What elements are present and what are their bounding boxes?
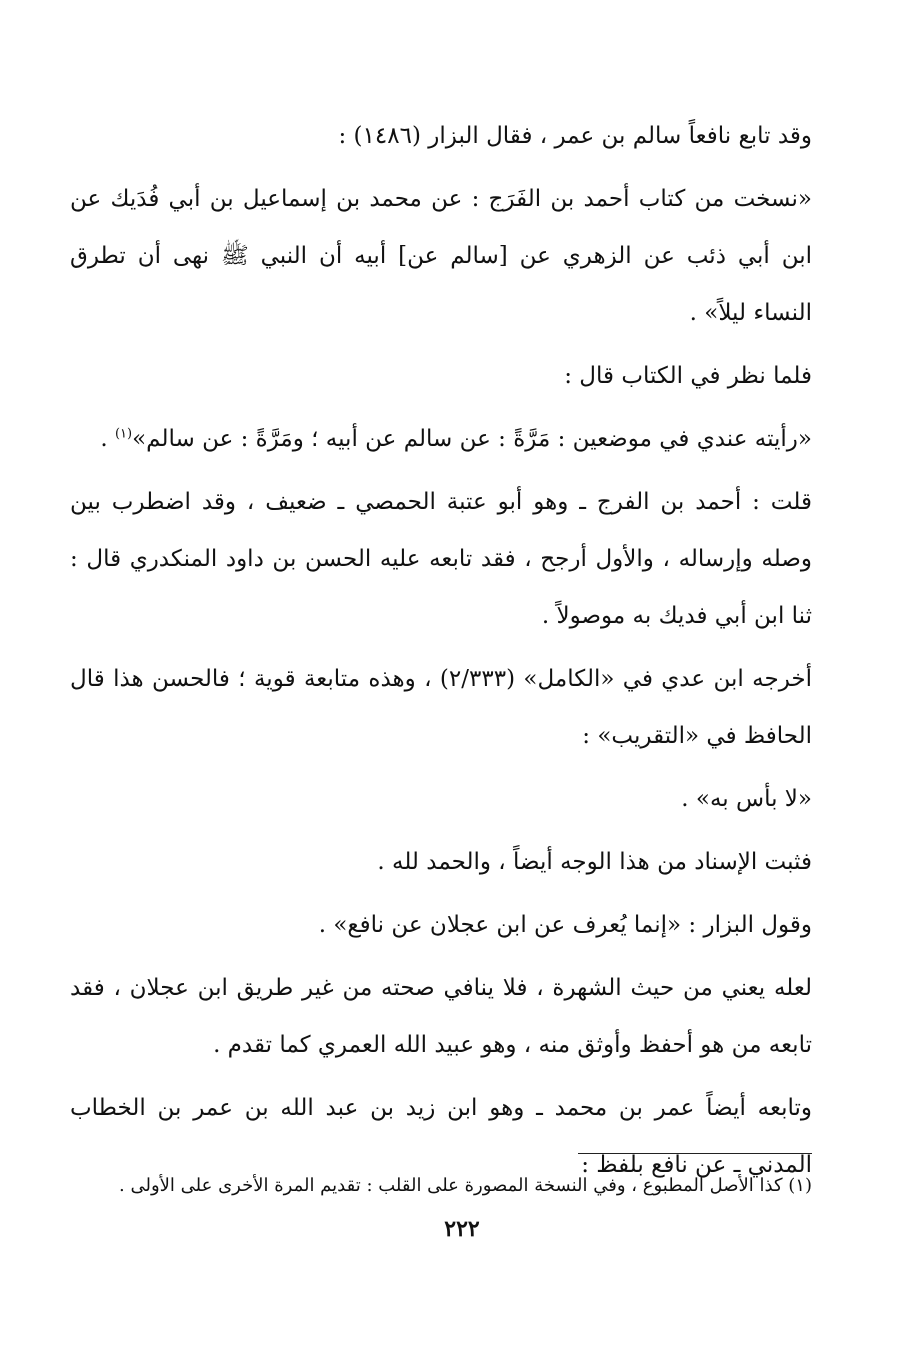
paragraph-7-quote: «لا بأس به» . (681, 786, 812, 812)
paragraph-11: وتابعه أيضاً عمر بن محمد ـ وهو ابن زيد بن عبد الله بن عمر بن الخطاب المدني ـ عن نافع بلفظ : (70, 1095, 812, 1178)
paragraph-5: قلت : أحمد بن الفرج ـ وهو أبو عتبة الحمصي ـ ضعيف ، وقد اضطرب بين وصله وإرساله ، والأول أرجح ، فقد تابعه عليه الحسن بن داود المنكدري قال : ثنا ابن أبي فديك به موصولاً . (70, 489, 812, 629)
paragraph-10: لعله يعني من حيث الشهرة ، فلا ينافي صحته من غير طريق ابن عجلان ، فقد تابعه من هو أحفظ وأوثق منه ، وهو عبيد الله العمري كما تقدم . (70, 975, 812, 1058)
paragraph-9: وقول البزار : «إنما يُعرف عن ابن عجلان عن نافع» . (318, 912, 812, 938)
footnote-reference: (١) (114, 426, 133, 442)
paragraph-4-tail: . (100, 426, 115, 452)
paragraph-4-quote (70, 411, 812, 468)
footnote-divider (578, 1153, 812, 1154)
paragraph-6: أخرجه ابن عدي في «الكامل» (٢/٣٣٣) ، وهذه متابعة قوية ؛ فالحسن هذا قال الحافظ في «التقريب» : (70, 666, 812, 749)
page-body (70, 108, 812, 1194)
paragraph-1: وقد تابع نافعاً سالم بن عمر ، فقال البزار (١٤٨٦) : (338, 123, 812, 149)
page-number: ٢٢٢ (444, 1216, 480, 1242)
paragraph-3: فلما نظر في الكتاب قال : (564, 363, 812, 389)
paragraph-2-quote: «نسخت من كتاب أحمد بن الفَرَج : عن محمد بن إسماعيل بن أبي فُدَيك عن ابن أبي ذئب عن الزهري عن [سالم عن] أبيه أن النبي ﷺ نهى أن تطرق النساء ليلاً» . (70, 186, 812, 326)
footnote: (١) كذا الأصل المطبوع ، وفي النسخة المصورة على القلب : تقديم المرة الأخرى على الأولى . (119, 1175, 812, 1196)
paragraph-8: فثبت الإسناد من هذا الوجه أيضاً ، والحمد لله . (377, 849, 812, 875)
paragraph-4-text: «رأيته عندي في موضعين : مَرَّةً : عن سالم عن أبيه ؛ ومَرَّةً : عن سالم» (132, 426, 812, 452)
